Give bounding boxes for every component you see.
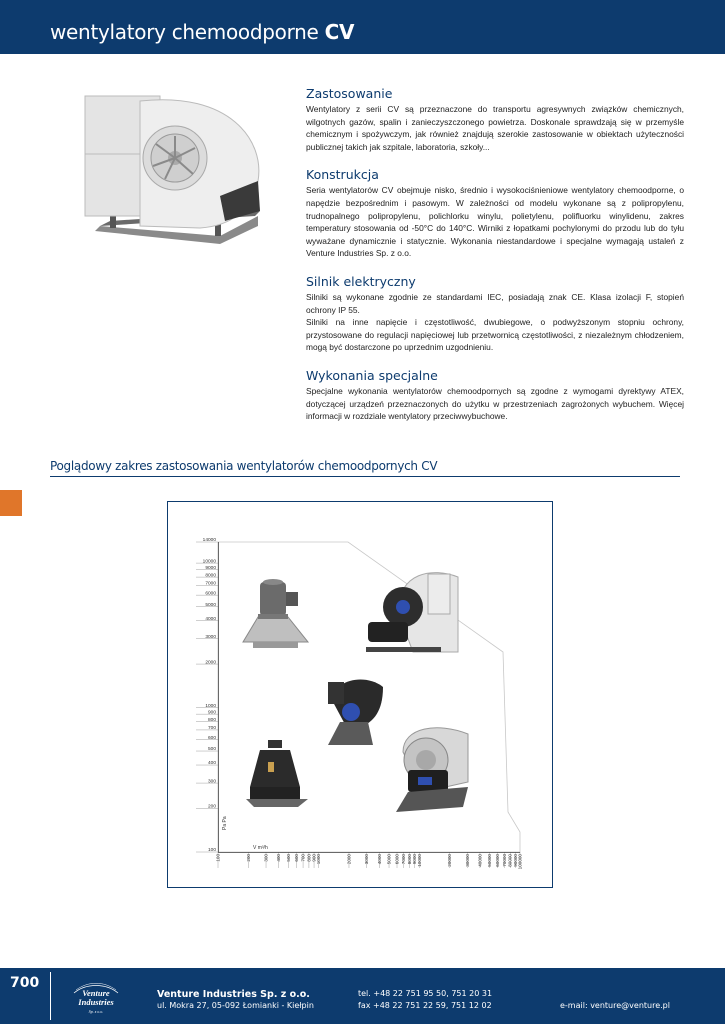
hero-fan-image <box>80 86 270 246</box>
x-tick-label: 600 <box>293 854 299 862</box>
page-number: 700 <box>10 975 40 991</box>
y-axis-label: Pa Pa <box>222 816 228 830</box>
section-title: Konstrukcja <box>306 167 379 183</box>
x-tick-label: 50000 <box>487 854 493 867</box>
footer-divider <box>50 972 51 1020</box>
y-tick-label: 700 <box>207 726 216 732</box>
chart-heading-rule <box>50 476 680 477</box>
x-tick-label: 2000 <box>346 854 352 865</box>
chart-heading: Poglądowy zakres zastosowania wentylatorów chemoodpornych CV <box>50 459 438 473</box>
y-tick-label: 14000 <box>202 538 216 544</box>
description-column <box>306 86 684 437</box>
section-paragraph: Wentylatory z serii CV są przeznaczone do transportu agresywnych związków chemicznych, wilgotnych gazów, spalin i zanieczyszczonego powietrza. Doskonale sprawdzają się w przemyśle chemicznym i spożywczym, jak również znajdują szerokie zastosowanie w obiektach użyteczności publicznej takich jak szpitale, laboratoria, szkoły... <box>306 104 684 152</box>
company-fax: fax +48 22 751 22 59, 751 12 02 <box>358 1001 492 1010</box>
y-tick-label: 900 <box>207 710 216 716</box>
y-tick-label: 10000 <box>202 559 216 565</box>
company-email[interactable]: e-mail: venture@venture.pl <box>560 1001 670 1010</box>
x-tick-label: 800 <box>306 854 312 862</box>
x-tick-label: 100000 <box>517 854 523 870</box>
page-header <box>0 0 725 54</box>
x-tick-label: 10000 <box>416 854 422 867</box>
x-tick-label: 70000 <box>501 854 507 867</box>
chart-frame <box>167 501 553 888</box>
range-chart <box>168 502 552 887</box>
fan-illustration-roof-motor <box>243 579 308 648</box>
y-tick-label: 9000 <box>205 565 216 571</box>
section-silnik <box>306 274 684 354</box>
y-tick-label: 6000 <box>205 591 216 597</box>
x-tick-labels <box>216 854 523 870</box>
fan-illustration-centrifugal-large <box>366 573 458 652</box>
section-title: Wykonania specjalne <box>306 367 438 383</box>
y-tick-label: 8000 <box>205 573 216 579</box>
x-tick-label: 3000 <box>364 854 370 865</box>
x-tick-label: 8000 <box>407 854 413 865</box>
x-tick-label: 200 <box>245 854 251 862</box>
logo-text-venture: Venture <box>82 988 110 998</box>
y-tick-label: 4000 <box>205 616 216 622</box>
y-tick-label: 100 <box>207 848 216 854</box>
section-title: Silnik elektryczny <box>306 273 416 289</box>
y-tick-label: 2000 <box>205 660 216 666</box>
x-tick-label: 7000 <box>401 854 407 865</box>
company-logo <box>66 979 126 1015</box>
x-tick-label: 60000 <box>495 854 501 867</box>
x-tick-label: 4000 <box>376 854 382 865</box>
page-title-prefix: wentylatory chemoodporne <box>50 20 325 44</box>
fan-illustration-centrifugal-medium <box>328 679 383 745</box>
x-tick-label: 100 <box>215 854 221 862</box>
x-tick-label: 500 <box>285 854 291 862</box>
section-wykonania <box>306 368 684 423</box>
company-address: ul. Mokra 27, 05-092 Łomianki - Kiełpin <box>157 1001 314 1010</box>
y-tick-label: 5000 <box>205 602 216 608</box>
section-paragraph: Seria wentylatorów CV obejmuje nisko, średnio i wysokociśnieniowe wentylatory chemoodporne, o napędzie bezpośrednim i pasowym. W zależności od modelu wykonane są z polipropylenu, trudnopalnego polipropylenu, polichlorku winylu, polietylenu, polifluorku winylidenu, zakres temperatury stosowania od -50°C do 140°C. Wirniki z łopatkami pochylonymi do przodu lub do tyłu wyważane dynamicznie i statycznie. Wykonania niestandardowe i specjalne wymagają ustaleń z Venture Industries Sp. z o.o. <box>306 185 684 259</box>
x-tick-label: 20000 <box>447 854 453 867</box>
company-name: Venture Industries Sp. z o.o. <box>157 989 310 1000</box>
y-tick-label: 200 <box>207 804 216 810</box>
y-tick-label: 800 <box>207 717 216 723</box>
logo-text-industries: Industries <box>78 997 114 1007</box>
x-tick-label: 300 <box>263 854 269 862</box>
orange-section-tab <box>0 490 22 516</box>
section-konstrukcja <box>306 167 684 260</box>
section-paragraph: Silniki są wykonane zgodnie ze standardami IEC, posiadają znak CE. Klasa izolacji F, stopień ochrony IP 55. <box>306 291 684 315</box>
section-zastosowanie <box>306 86 684 153</box>
company-phone: tel. +48 22 751 95 50, 751 20 31 <box>358 989 493 998</box>
y-tick-label: 300 <box>207 779 216 785</box>
x-tick-label: 1000 <box>316 854 322 865</box>
page-title <box>50 20 354 44</box>
x-tick-label: 30000 <box>464 854 470 867</box>
fan-illustration-centrifugal-small <box>396 728 468 812</box>
x-axis-label: V m³/h <box>253 845 268 851</box>
x-tick-label: 900 <box>311 854 317 862</box>
fan-illustration-roof-conical <box>246 740 308 807</box>
page-title-bold: CV <box>324 20 355 44</box>
x-tick-label: 700 <box>300 854 306 862</box>
x-tick-label: 9000 <box>412 854 418 865</box>
x-tick-label: 5000 <box>386 854 392 865</box>
y-tick-labels <box>203 537 217 853</box>
y-tick-label: 7000 <box>205 581 216 587</box>
y-tick-label: 600 <box>207 735 216 741</box>
y-tick-label: 400 <box>207 761 216 767</box>
x-tick-label: 80000 <box>507 854 513 867</box>
y-tick-label: 500 <box>207 747 216 753</box>
x-tick-label: 400 <box>276 854 282 862</box>
y-tick-label: 3000 <box>205 634 216 640</box>
section-paragraph: Specjalne wykonania wentylatorów chemoodpornych są zgodne z wymogami dyrektywy ATEX, dotyczącej urządzeń przeznaczonych do użytku w przestrzeniach zagrożonych wybuchem. Więcej informacji w rozdziale wentylatory przeciwwybuchowe. <box>306 385 684 422</box>
section-title: Zastosowanie <box>306 86 393 101</box>
section-paragraph: Silniki na inne napięcie i częstotliwość, dwubiegowe, o podwyższonym stopniu ochrony, przystosowane do regulacji napięciowej lub przetwornicą częstotliwości, z niezależnym chłodzeniem, mogą być dostarczone po uprzednim uzgodnieniu. <box>306 317 684 353</box>
x-tick-label: 90000 <box>512 854 518 867</box>
page-footer <box>0 968 725 1024</box>
x-tick-label: 6000 <box>394 854 400 865</box>
y-tick-label: 1000 <box>205 703 216 709</box>
logo-text-spzoo: Sp. z o.o. <box>88 1009 104 1014</box>
x-tick-label: 40000 <box>477 854 483 867</box>
